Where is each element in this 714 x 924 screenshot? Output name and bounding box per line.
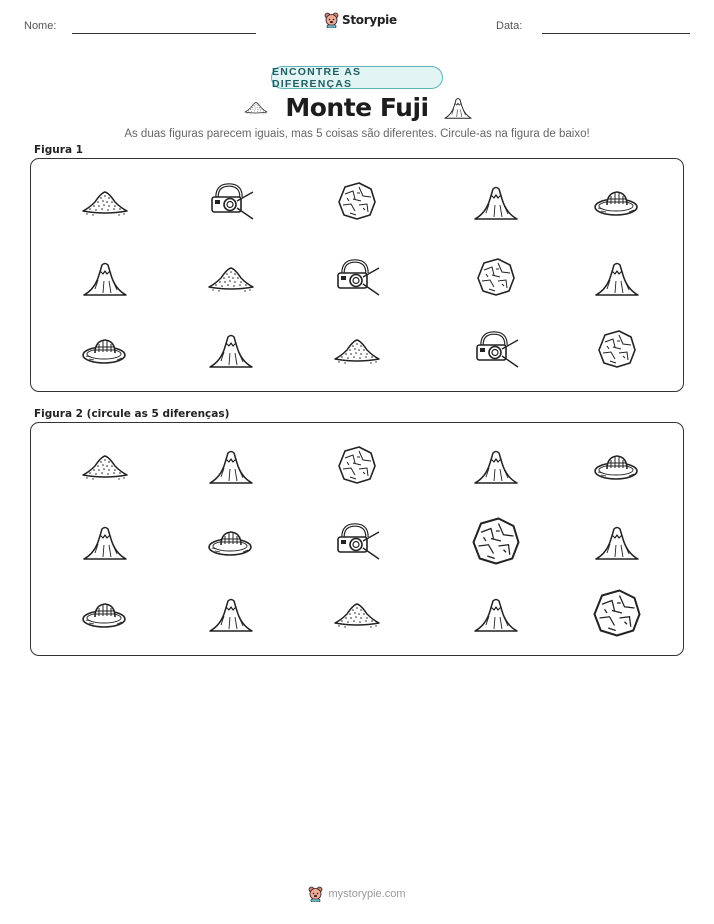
- mountain-icon[interactable]: [207, 441, 255, 489]
- name-field-line[interactable]: [72, 33, 256, 34]
- camera-icon: [207, 177, 255, 225]
- sand-pile-icon: [81, 177, 129, 225]
- sand-pile-icon: [207, 253, 255, 301]
- camera-icon: [472, 325, 520, 373]
- mountain-icon: [472, 177, 520, 225]
- mountain-icon[interactable]: [472, 441, 520, 489]
- figure-2-panel[interactable]: [30, 422, 684, 656]
- date-label: Data:: [496, 20, 523, 32]
- mountain-icon[interactable]: [81, 517, 129, 565]
- date-field-line[interactable]: [542, 33, 690, 34]
- figure-1-label: Figura 1: [34, 144, 83, 156]
- rock-icon: [333, 177, 381, 225]
- sandal-icon: [81, 325, 129, 373]
- figure-1-panel: [30, 158, 684, 392]
- rock-icon[interactable]: [587, 583, 647, 643]
- rock-icon: [472, 253, 520, 301]
- mountain-icon: [81, 253, 129, 301]
- figure-2-label: Figura 2 (circule as 5 diferenças): [34, 408, 230, 420]
- page-title: Monte Fuji: [285, 92, 429, 122]
- instructions-text: As duas figuras parecem iguais, mas 5 coisas são diferentes. Circule-as na figura de baixo!: [124, 128, 590, 140]
- activity-badge: ENCONTRE AS DIFERENÇAS: [271, 66, 443, 89]
- rock-icon[interactable]: [333, 441, 381, 489]
- camera-icon[interactable]: [333, 517, 381, 565]
- sand-pile-icon[interactable]: [333, 589, 381, 637]
- name-label: Nome:: [24, 20, 57, 32]
- sandal-icon[interactable]: [81, 589, 129, 637]
- rock-icon: [593, 325, 641, 373]
- bear-mascot-icon: [324, 12, 339, 28]
- sandal-icon[interactable]: [207, 517, 255, 565]
- camera-icon: [333, 253, 381, 301]
- mountain-icon[interactable]: [207, 589, 255, 637]
- sand-pile-icon: [333, 325, 381, 373]
- footer: [0, 886, 714, 902]
- bear-mascot-icon: [308, 886, 323, 902]
- mountain-icon: [593, 253, 641, 301]
- sand-pile-icon: [239, 95, 273, 119]
- sandal-icon: [593, 177, 641, 225]
- brand-logo: [324, 12, 397, 28]
- sandal-icon[interactable]: [593, 441, 641, 489]
- mountain-icon[interactable]: [593, 517, 641, 565]
- footer-site: mystorypie.com: [328, 888, 406, 900]
- mountain-icon: [207, 325, 255, 373]
- mountain-icon: [441, 92, 475, 122]
- sand-pile-icon[interactable]: [81, 441, 129, 489]
- rock-icon[interactable]: [466, 511, 526, 571]
- brand-name: Storypie: [342, 13, 397, 27]
- title-row: [0, 92, 714, 122]
- mountain-icon[interactable]: [472, 589, 520, 637]
